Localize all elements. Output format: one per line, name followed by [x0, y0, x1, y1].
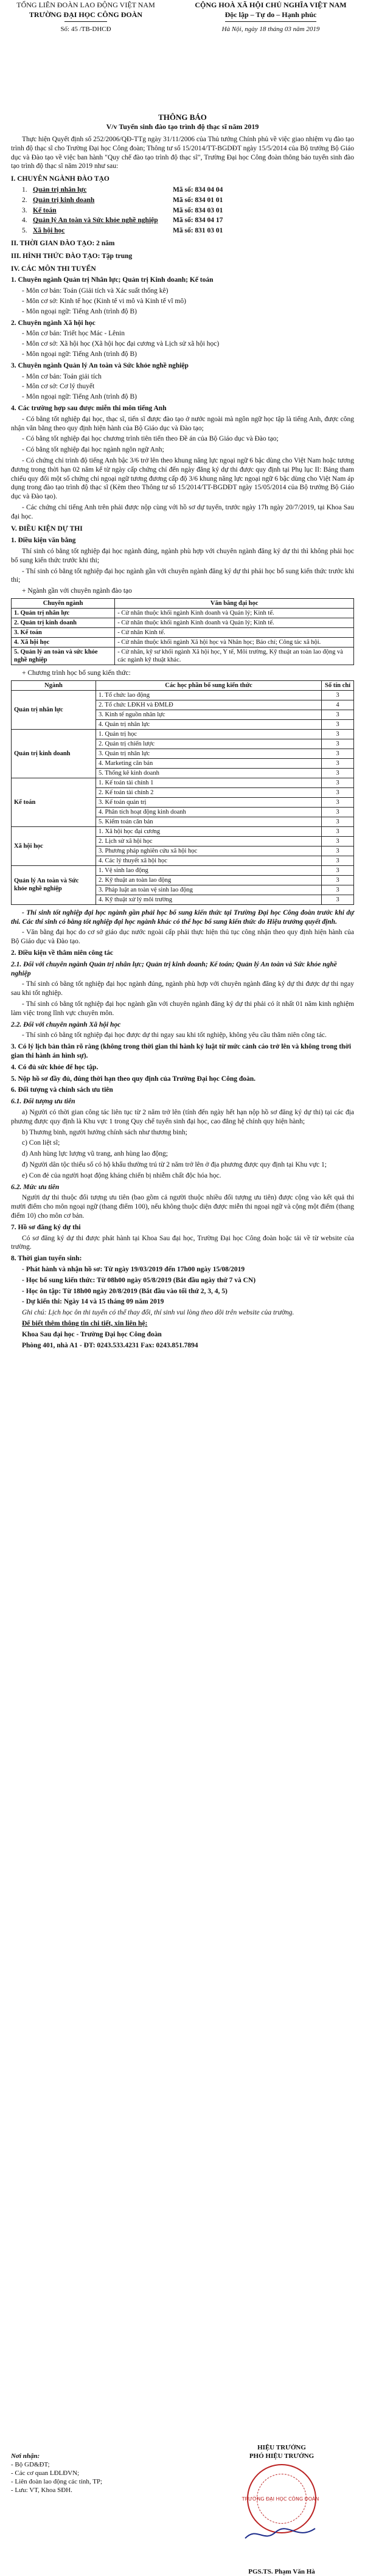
- schedule-title: 8. Thời gian tuyển sinh:: [11, 1255, 82, 1263]
- major-code: Mã số: 834 03 01: [173, 206, 223, 214]
- seniority-p3: - Thí sinh có bằng tốt nghiệp đại học được dự thi ngay sau khi tốt nghiệp, không yêu cầu thâm niên công tác.: [22, 1031, 327, 1039]
- country-name: CỘNG HOÀ XÃ HỘI CHỦ NGHĨA VIỆT NAM: [195, 1, 347, 9]
- major-cell: 1. Quản trị nhân lực: [12, 609, 115, 618]
- document-body: [11, 135, 354, 1352]
- table-row: [12, 778, 354, 787]
- application-title: 7. Hồ sơ đăng ký dự thi: [11, 1223, 81, 1231]
- exam-subject-groups: [11, 276, 354, 402]
- degree-cell: - Cử nhân Kinh tế.: [115, 628, 354, 638]
- issuer-name: TRƯỜNG ĐẠI HỌC CÔNG ĐOÀN: [29, 10, 143, 19]
- issuer-parent: TỔNG LIÊN ĐOÀN LAO ĐỘNG VIỆT NAM: [16, 1, 155, 9]
- major-name: Quản trị nhân lực: [33, 186, 87, 194]
- course-cell: 4. Phân tích hoạt động kinh doanh: [96, 807, 322, 817]
- course-cell: 2. Tổ chức LĐKH và ĐMLĐ: [96, 700, 322, 710]
- exam-subject-item: - Môn cơ bản: Triết học Mác - Lênin: [22, 330, 125, 338]
- degree-cell: - Cử nhân, kỹ sư khối ngành Xã hội học, Y tế, Môi trường, Kỹ thuật an toàn lao động và các ngành kỹ thuật khác.: [115, 647, 354, 665]
- credits-cell: 3: [322, 846, 354, 856]
- course-cell: 2. Kỹ thuật an toàn lao động: [96, 875, 322, 885]
- table-row: [12, 865, 354, 875]
- credits-cell: 3: [322, 826, 354, 836]
- credits-cell: 3: [322, 729, 354, 739]
- condition-4: 4. Có đủ sức khỏe để học tập.: [11, 1063, 99, 1071]
- degree-cell: - Cử nhân thuộc khối ngành Kinh doanh và Quản lý; Kinh tế.: [115, 618, 354, 628]
- exemption-item: - Các chứng chỉ tiếng Anh trên phải được nộp cùng với hồ sơ dự tuyển, trước ngày 17h ngày 20/7/2019, tại Khoa Sau đại học.: [11, 503, 354, 520]
- course-cell: 3. Kinh tế nguồn nhân lực: [96, 710, 322, 719]
- related-majors-table: [11, 598, 354, 665]
- section-4-title: IV. CÁC MÔN THI TUYỂN: [11, 265, 96, 273]
- field-cell: Xã hội học: [12, 826, 96, 865]
- schedule-line-4: - Dự kiến thi: Ngày 14 và 15 tháng 09 năm 2019: [22, 1298, 164, 1306]
- major-number: 2.: [22, 196, 27, 204]
- credits-cell: 3: [322, 778, 354, 787]
- credits-cell: 3: [322, 817, 354, 826]
- schedule-note: Ghi chú: Lịch học ôn thi tuyển có thể thay đổi, thí sinh vui lòng theo dõi trên website của trường.: [22, 1309, 294, 1317]
- field-cell: Quản trị kinh doanh: [12, 729, 96, 778]
- supplement-courses-table: [11, 680, 354, 905]
- priority-level-text: Người dự thi thuộc đối tượng ưu tiên (bao gồm cả người thuộc nhiều đối tượng ưu tiên) được cộng vào kết quả thi mười điểm cho môn ngoại ngữ (thang điểm 100), nếu không thuộc diện được miễn thi ngoại ngữ và cộng một điểm (thang điểm 10) cho môn cơ bản.: [11, 1194, 354, 1220]
- condition-5: 5. Nộp hồ sơ đầy đủ, đúng thời hạn theo quy định của Trường Đại học Công đoàn.: [11, 1075, 256, 1083]
- seniority-p2: - Thí sinh có bằng tốt nghiệp đại học ngành gần với chuyên ngành đăng ký dự thi phải có ít nhất 01 năm kinh nghiệm làm việc trong lĩnh vực chuyên môn.: [11, 1000, 354, 1017]
- national-motto: Độc lập – Tự do – Hạnh phúc: [224, 10, 317, 19]
- national-motto-block: [182, 0, 359, 33]
- recipients-title: Nơi nhận:: [11, 2452, 40, 2460]
- handwritten-signature-icon: [242, 2525, 321, 2543]
- contact-title: Để biết thêm thông tin chi tiết, xin liên hệ:: [22, 1319, 148, 1327]
- exam-group-title: 2. Chuyên ngành Xã hội học: [11, 319, 96, 327]
- signer-title: HIỆU TRƯỞNG: [257, 2444, 306, 2451]
- supplement-note-2: - Văn bằng đại học do cơ sở giáo dục nước ngoài cấp phải thực hiện thủ tục công nhận theo quy định hiện hành của Bộ Giáo dục và Đào tạo.: [11, 929, 354, 946]
- credits-cell: 3: [322, 885, 354, 895]
- priority-item-d: d) Anh hùng lực lượng vũ trang, anh hùng lao động;: [22, 1150, 168, 1158]
- document-header: [0, 0, 365, 111]
- document-number: Số: 45 /TB-DHCĐ: [60, 26, 111, 33]
- stamp-text: TRƯỜNG ĐẠI HỌC CÔNG ĐOÀN: [242, 2496, 319, 2502]
- exam-subject-item: - Môn ngoại ngữ: Tiếng Anh (trình độ B): [22, 350, 137, 358]
- major-name: Xã hội học: [33, 227, 65, 235]
- course-cell: 5. Kiểm toán căn bản: [96, 817, 322, 826]
- exemption-item: - Có bằng tốt nghiệp đại học ngành ngôn ngữ Anh;: [22, 446, 164, 454]
- issuer-block: [4, 0, 168, 33]
- exam-subject-item: - Môn cơ bản: Toán giải tích: [22, 372, 102, 380]
- credits-cell: 3: [322, 768, 354, 778]
- signer-block: [212, 2443, 352, 2576]
- major-number: 4.: [22, 217, 27, 225]
- degree-condition-p1: Thí sinh có bằng tốt nghiệp đại học ngành đúng, ngành phù hợp với chuyên ngành đăng ký dự thi thì không phải học bổ sung kiến thức trước khi thi;: [11, 548, 354, 564]
- credits-cell: 3: [322, 787, 354, 797]
- field-cell: Quản trị nhân lực: [12, 690, 96, 729]
- course-cell: 1. Vệ sinh lao động: [96, 865, 322, 875]
- table-header: Các học phần bổ sung kiến thức: [96, 680, 322, 690]
- priority-item-f: e) Con đẻ của người hoạt động kháng chiến bị nhiễm chất độc hóa học.: [22, 1171, 221, 1179]
- degree-cell: - Cử nhân thuộc khối ngành Kinh doanh và Quản lý; Kinh tế.: [115, 609, 354, 618]
- table-header: Văn bằng đại học: [115, 599, 354, 609]
- table-row: [12, 638, 354, 647]
- seniority-sub-2: 2.2. Đối với chuyên ngành Xã hội học: [11, 1021, 121, 1028]
- course-cell: 4. Quản trị nhân lực: [96, 719, 322, 729]
- course-cell: 4. Kỹ thuật xử lý môi trường: [96, 895, 322, 904]
- table-header: Chuyên ngành: [12, 599, 115, 609]
- major-code: Mã số: 834 01 01: [173, 196, 223, 204]
- section-5-title: V. ĐIỀU KIỆN DỰ THI: [11, 525, 83, 533]
- table-row: [12, 647, 354, 665]
- table-row: [12, 618, 354, 628]
- major-code: Mã số: 834 04 04: [173, 186, 223, 194]
- course-cell: 1. Tổ chức lao động: [96, 690, 322, 700]
- major-row: [22, 186, 354, 195]
- credits-cell: 3: [322, 807, 354, 817]
- course-cell: 3. Kế toán quản trị: [96, 797, 322, 807]
- priority-sub-2: 6.2. Mức ưu tiên: [11, 1183, 60, 1191]
- major-number: 5.: [22, 227, 27, 235]
- course-cell: 4. Marketing căn bản: [96, 758, 322, 768]
- priority-title: 6. Đối tượng và chính sách ưu tiên: [11, 1086, 113, 1094]
- table-header: Số tín chỉ: [322, 680, 354, 690]
- course-cell: 1. Xã hội học đại cương: [96, 826, 322, 836]
- course-cell: 2. Lịch sử xã hội học: [96, 836, 322, 846]
- major-name: Quản lý An toàn và Sức khỏe nghề nghiệp: [33, 217, 158, 225]
- exam-subject-item: - Môn cơ sở: Kinh tế học (Kinh tế vi mô và Kinh tế vĩ mô): [22, 297, 186, 305]
- exam-group-title: 3. Chuyên ngành Quản lý An toàn và Sức khỏe nghề nghiệp: [11, 361, 189, 369]
- major-row: [22, 226, 354, 236]
- recipients-list: [11, 2460, 169, 2494]
- recipient-item: - Bộ GD&ĐT;: [11, 2461, 50, 2468]
- table-row: [12, 826, 354, 836]
- exam-subject-item: - Môn cơ sở: Cơ lý thuyết: [22, 383, 95, 391]
- document-subtitle: V/v Tuyển sinh đào tạo trình độ thạc sĩ năm 2019: [106, 122, 259, 131]
- credits-cell: 3: [322, 895, 354, 904]
- issuer-underline: [64, 21, 107, 22]
- credits-cell: 3: [322, 690, 354, 700]
- major-code: Mã số: 831 03 01: [173, 227, 223, 235]
- exemption-item: - Có bằng tốt nghiệp đại học, thạc sĩ, tiến sĩ được đào tạo ở nước ngoài mà ngôn ngữ học tập là tiếng Anh, được công nhận văn bằng theo quy định hiện hành của Bộ Giáo dục và Đào tạo;: [11, 415, 354, 432]
- schedule-line-2: - Học bổ sung kiến thức: Từ 08h00 ngày 05/8/2019 (Bắt đầu ngày thứ 7 và CN): [22, 1276, 256, 1284]
- course-cell: 2. Kế toán tài chính 2: [96, 787, 322, 797]
- document-date: Hà Nội, ngày 18 tháng 03 năm 2019: [221, 26, 320, 33]
- credits-cell: 3: [322, 710, 354, 719]
- course-cell: 3. Phương pháp nghiên cứu xã hội học: [96, 846, 322, 856]
- credits-cell: 4: [322, 700, 354, 710]
- majors-list: [11, 186, 354, 236]
- major-cell: 2. Quản trị kinh doanh: [12, 618, 115, 628]
- course-cell: 1. Kế toán tài chính 1: [96, 778, 322, 787]
- recipients-block: [11, 2452, 169, 2494]
- exemption-item: - Có bằng tốt nghiệp đại học chương trình tiên tiến theo Đề án của Bộ Giáo dục và Đào tạo;: [22, 435, 279, 443]
- major-code: Mã số: 834 04 17: [173, 217, 223, 225]
- course-cell: 4. Các lý thuyết xã hội học: [96, 856, 322, 865]
- priority-item-e: đ) Người dân tộc thiểu số có hộ khẩu thường trú từ 2 năm trở lên ở địa phương được quy định tại Khu vực 1;: [22, 1161, 327, 1168]
- seniority-sub-1: 2.1. Đối với chuyên ngành Quản trị nhân lực; Quản trị kinh doanh; Kế toán; Quản lý An toàn và Sức khỏe nghề nghiệp: [11, 960, 337, 977]
- degree-cell: - Cử nhân thuộc khối ngành Xã hội học và Nhân học; Báo chí; Công tác xã hội.: [115, 638, 354, 647]
- intro-paragraph: Thực hiện Quyết định số 252/2006/QĐ-TTg ngày 31/11/2006 của Thủ tướng Chính phủ về việc giao nhiệm vụ đào tạo trình độ thạc sĩ cho Trường Đại học Công đoàn; Thông tư số 15/2014/TT-BGDĐT ngày 15/5/2014 của Bộ trưởng Bộ Giáo dục và Đào tạo về việc ban hành "Quy chế đào tạo trình độ thạc sĩ", Trường Đại học Công đoàn thông báo tuyển sinh đào tạo trình độ thạc sĩ năm 2019 như sau:: [11, 136, 354, 170]
- english-exemption-title: 4. Các trường hợp sau được miễn thi môn tiếng Anh: [11, 404, 167, 412]
- degree-condition-title: 1. Điều kiện văn bằng: [11, 537, 76, 545]
- recipient-item: - Lưu: VT, Khoa SĐH.: [11, 2487, 72, 2494]
- credits-cell: 3: [322, 758, 354, 768]
- major-name: Quản trị kinh doanh: [33, 196, 95, 204]
- major-row: [22, 196, 354, 205]
- exam-subject-item: - Môn ngoại ngữ: Tiếng Anh (trình độ B): [22, 393, 137, 401]
- major-row: [22, 216, 354, 225]
- table-row: [12, 690, 354, 700]
- contact-line-1: Khoa Sau đại học - Trường Đại học Công đoàn: [22, 1330, 162, 1338]
- major-name: Kế toán: [33, 206, 57, 214]
- section-1-title: I. CHUYÊN NGÀNH ĐÀO TẠO: [11, 175, 109, 183]
- exam-group-title: 1. Chuyên ngành Quản trị Nhân lực; Quản trị Kinh doanh; Kế toán: [11, 276, 214, 284]
- table-row: [12, 729, 354, 739]
- major-row: [22, 206, 354, 215]
- application-text: Có sơ đăng ký dự thi được phát hành tại Khoa Sau đại học, Trường Đại học Công đoàn hoặc tải về từ website của trường.: [11, 1234, 354, 1251]
- schedule-line-3: - Học ôn tập: Từ 18h00 ngày 20/8/2019 (Bắt đầu vào tối thứ 2, 3, 4, 5): [22, 1287, 228, 1295]
- condition-3: 3. Có lý lịch bản thân rõ ràng (không trong thời gian thi hành kỷ luật từ mức cảnh cáo trở lên và không trong thời gian thi hành án hình sự).: [11, 1043, 352, 1060]
- official-stamp-icon: [242, 2464, 319, 2533]
- credits-cell: 3: [322, 836, 354, 846]
- exam-subject-item: - Môn cơ sở: Xã hội học (Xã hội học đại cương và Lịch sử xã hội học): [22, 340, 220, 348]
- course-cell: 2. Quản trị chiến lược: [96, 739, 322, 749]
- recipient-item: - Các cơ quan LĐLĐVN;: [11, 2470, 80, 2477]
- field-cell: Kế toán: [12, 778, 96, 826]
- motto-underline: [225, 21, 316, 22]
- major-cell: 5. Quản lý an toàn và sức khỏe nghề nghiệp: [12, 647, 115, 665]
- signer-name: PGS.TS. Phạm Văn Hà: [248, 2568, 315, 2575]
- course-cell: 3. Pháp luật an toàn vệ sinh lao động: [96, 885, 322, 895]
- credits-cell: 3: [322, 719, 354, 729]
- schedule-line-1: - Phát hành và nhận hồ sơ: Từ ngày 19/03/2019 đến 17h00 ngày 15/08/2019: [22, 1265, 245, 1273]
- major-number: 3.: [22, 206, 27, 214]
- major-number: 1.: [22, 186, 27, 194]
- exam-subject-item: - Môn ngoại ngữ: Tiếng Anh (trình độ B): [22, 307, 137, 315]
- credits-cell: 3: [322, 739, 354, 749]
- priority-item-b: b) Thương binh, người hưởng chính sách như thương binh;: [22, 1128, 187, 1136]
- credits-cell: 3: [322, 865, 354, 875]
- credits-cell: 3: [322, 856, 354, 865]
- document-title-block: [0, 113, 365, 131]
- recipient-item: - Liên đoàn lao động các tỉnh, TP;: [11, 2478, 103, 2485]
- seniority-p1: - Thí sinh có bằng tốt nghiệp đại học ngành đúng, ngành phù hợp với chuyên ngành đăng ký dự thi được dự thi ngay sau khi tốt nghiệp.: [11, 980, 354, 997]
- priority-item-c: c) Con liệt sĩ;: [22, 1139, 60, 1147]
- related-majors-caption: + Ngành gần với chuyên ngành đào tạo: [22, 587, 132, 595]
- exemption-item: - Có chứng chỉ trình độ tiếng Anh bậc 3/6 trở lên theo khung năng lực ngoại ngữ 6 bậc dùng cho Việt Nam hoặc tương đương trong thời hạn 02 năm kể từ ngày cấp chứng chỉ đến ngày đăng ký dự thi được quy định tại Phụ lục II: Bảng tham chiếu quy đổi một số chứng chỉ ngoại ngữ tương đương cấp độ 3/6 khung năng lực ngoại ngữ 6 bậc dùng cho Việt Nam áp dụng trong đào tạo trình độ thạc sĩ (Kèm theo Thông tư số 15/2014/TT-BGDĐT ngày 15/05/2014 của Bộ trưởng Bộ Giáo dục và Đào tạo).: [11, 456, 354, 501]
- priority-item-a: a) Người có thời gian công tác liên tục từ 2 năm trở lên (tính đến ngày hết hạn nộp hồ sơ đăng ký dự thi) tại các địa phương được quy định là Khu vực 1 trong Quy chế tuyển sinh đại học, cao đẳng hệ chính quy hiện hành;: [11, 1109, 354, 1125]
- english-exemption-list: [11, 415, 354, 522]
- field-cell: Quản lý An toàn và Sức khỏe nghề nghiệp: [12, 865, 96, 904]
- table-header: Ngành: [12, 680, 96, 690]
- course-cell: 5. Thống kê kinh doanh: [96, 768, 322, 778]
- signer-subtitle: PHÓ HIỆU TRƯỞNG: [249, 2452, 315, 2460]
- supplement-note-1: - Thí sinh tốt nghiệp đại học ngành gần phải học bổ sung kiến thức tại Trường Đại học Công đoàn trước khi dự thi. Các thí sinh có bằng tốt nghiệp đại học ngành khác có thể học bổ sung kiến thức do Hiệu trưởng quyết định.: [11, 909, 354, 926]
- table-row: [12, 628, 354, 638]
- contact-line-2: Phòng 401, nhà A1 - ĐT: 0243.533.4231 Fax: 0243.851.7894: [22, 1341, 198, 1349]
- section-3-title: III. HÌNH THỨC ĐÀO TẠO: Tập trung: [11, 252, 133, 260]
- course-cell: 1. Quản trị học: [96, 729, 322, 739]
- priority-sub-1: 6.1. Đối tượng ưu tiên: [11, 1098, 75, 1106]
- degree-condition-p2: - Thí sinh có bằng tốt nghiệp đại học ngành gần với chuyên ngành đăng ký dự thi phải học bổ sung kiến thức trước khi thi;: [11, 567, 354, 584]
- major-cell: 3. Kế toán: [12, 628, 115, 638]
- credits-cell: 3: [322, 749, 354, 758]
- major-cell: 4. Xã hội học: [12, 638, 115, 647]
- table-row: [12, 609, 354, 618]
- seniority-title: 2. Điều kiện về thâm niên công tác: [11, 949, 114, 957]
- credits-cell: 3: [322, 797, 354, 807]
- exam-subject-item: - Môn cơ bản: Toán (Giải tích và Xác suất thống kê): [22, 287, 169, 295]
- credits-cell: 3: [322, 875, 354, 885]
- supplement-caption: + Chương trình học bổ sung kiến thức:: [22, 669, 131, 677]
- section-2-title: II. THỜI GIAN ĐÀO TẠO: 2 năm: [11, 239, 115, 247]
- document-title: THÔNG BÁO: [158, 113, 207, 122]
- course-cell: 3. Quản trị nhân lực: [96, 749, 322, 758]
